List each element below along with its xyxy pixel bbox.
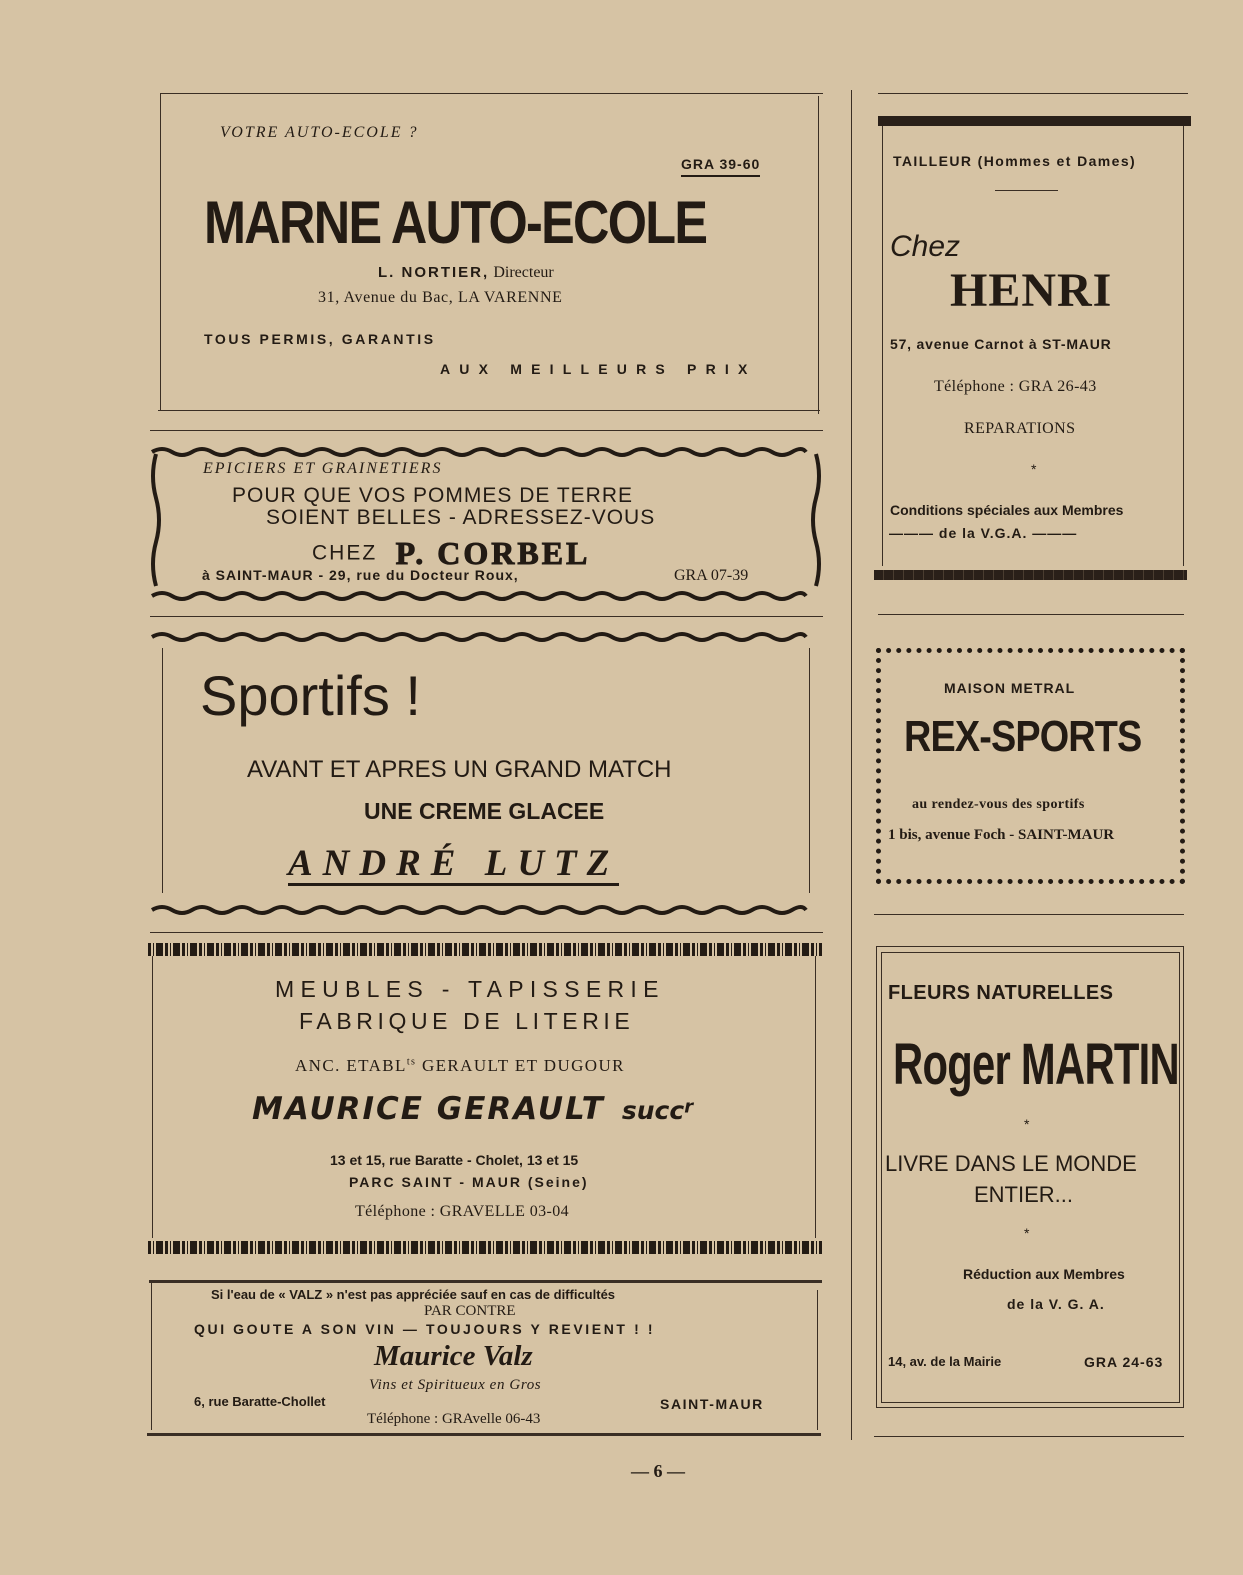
valz-name: Maurice Valz: [374, 1340, 533, 1372]
henri-cond1: Conditions spéciales aux Membres: [890, 502, 1124, 518]
henri-phone: Téléphone : GRA 26-43: [934, 378, 1097, 395]
marne-name: MARNE AUTO-ECOLE: [204, 189, 707, 256]
martin-phone: GRA 24-63: [1084, 1354, 1164, 1370]
marne-line1: TOUS PERMIS, GARANTIS: [204, 331, 436, 347]
gerault-line3-pre: ANC. ETABL: [295, 1056, 407, 1075]
marne-line2: AUX MEILLEURS PRIX: [440, 361, 757, 377]
rex-name: REX-SPORTS: [904, 712, 1142, 761]
gerault-line3-post: GERAULT ET DUGOUR: [416, 1056, 625, 1075]
henri-service: REPARATIONS: [964, 420, 1076, 437]
lutz-top-wave: [148, 630, 828, 644]
valz-address: 6, rue Baratte-Chollet: [194, 1394, 326, 1409]
corbel-kicker: EPICIERS ET GRAINETIERS: [203, 460, 443, 477]
martin-red1: Réduction aux Membres: [963, 1266, 1125, 1282]
marne-director-title: Directeur: [493, 264, 554, 281]
corbel-name: P. CORBEL: [395, 535, 591, 571]
martin-address: 14, av. de la Mairie: [888, 1354, 1002, 1369]
martin-kicker: FLEURS NATURELLES: [888, 982, 1114, 1004]
gerault-line3-sup: ts: [406, 1056, 417, 1068]
henri-name: HENRI: [950, 264, 1113, 317]
lutz-headline: Sportifs !: [200, 664, 421, 727]
martin-red2: de la V. G. A.: [1007, 1296, 1105, 1312]
page-number: — 6 —: [631, 1461, 685, 1481]
henri-rule: [995, 190, 1058, 191]
henri-cond2: ——— de la V.G.A. ———: [889, 525, 1078, 541]
gerault-line3: [295, 1057, 625, 1074]
corbel-phone: GRA 07-39: [674, 567, 749, 584]
gerault-phone: Téléphone : GRAVELLE 03-04: [355, 1203, 570, 1220]
gerault-name: MAURICE GERAULT: [252, 1091, 605, 1127]
gerault-line1: MEUBLES - TAPISSERIE: [275, 976, 665, 1002]
martin-star: *: [1024, 1116, 1030, 1132]
henri-kicker: TAILLEUR (Hommes et Dames): [893, 153, 1137, 169]
lutz-line2: UNE CREME GLACEE: [364, 798, 605, 824]
martin-star2: *: [1024, 1225, 1030, 1241]
corbel-chez-line: [312, 537, 590, 569]
corbel-chez: CHEZ: [312, 541, 378, 565]
corbel-line2: SOIENT BELLES - ADRESSEZ-VOUS: [266, 506, 656, 529]
marne-phone: GRA 39-60: [681, 157, 760, 177]
valz-line1: Si l'eau de « VALZ » n'est pas appréciée sauf en cas de difficultés: [211, 1287, 616, 1302]
corbel-line1: POUR QUE VOS POMMES DE TERRE: [232, 484, 634, 507]
gerault-line2: FABRIQUE DE LITERIE: [299, 1008, 635, 1034]
henri-address: 57, avenue Carnot à ST-MAUR: [890, 336, 1112, 352]
martin-line2: ENTIER...: [974, 1182, 1074, 1207]
marne-director: [378, 265, 554, 281]
gerault-top-band: [148, 943, 822, 956]
lutz-bottom-wave: [148, 903, 828, 917]
gerault-bottom-band: [148, 1241, 822, 1254]
gerault-succ-sup: r: [684, 1096, 694, 1118]
gerault-address1: 13 et 15, rue Baratte - Cholet, 13 et 15: [330, 1152, 579, 1168]
marne-address: 31, Avenue du Bac, LA VARENNE: [318, 289, 563, 306]
gerault-address2: PARC SAINT - MAUR (Seine): [349, 1174, 589, 1190]
henri-star: *: [1031, 461, 1037, 477]
rex-kicker: MAISON METRAL: [944, 680, 1076, 696]
henri-top-bar: [878, 116, 1191, 126]
marne-director-name: L. NORTIER,: [378, 264, 490, 281]
gerault-succ: succ: [621, 1096, 685, 1125]
valz-phone: Téléphone : GRAvelle 06-43: [367, 1411, 541, 1427]
lutz-name: ANDRÉ LUTZ: [288, 843, 620, 884]
column-divider: [851, 90, 852, 1440]
gerault-name-line: [252, 1091, 694, 1127]
valz-tagline: Vins et Spiritueux en Gros: [369, 1377, 542, 1393]
martin-name: Roger MARTIN: [893, 1032, 1179, 1097]
valz-line2: PAR CONTRE: [424, 1303, 516, 1319]
henri-bottom-bar: [874, 570, 1187, 580]
henri-chez: Chez: [890, 230, 961, 263]
valz-line3: QUI GOUTE A SON VIN — TOUJOURS Y REVIENT ! !: [194, 1321, 656, 1337]
rex-address: 1 bis, avenue Foch - SAINT-MAUR: [888, 827, 1115, 843]
corbel-address: à SAINT-MAUR - 29, rue du Docteur Roux,: [202, 567, 519, 583]
lutz-line1: AVANT ET APRES UN GRAND MATCH: [247, 756, 672, 783]
rex-line1: au rendez-vous des sportifs: [912, 797, 1085, 812]
marne-kicker: VOTRE AUTO-ECOLE ?: [220, 124, 419, 141]
martin-line1: LIVRE DANS LE MONDE: [885, 1151, 1137, 1176]
valz-city: SAINT-MAUR: [660, 1396, 764, 1412]
